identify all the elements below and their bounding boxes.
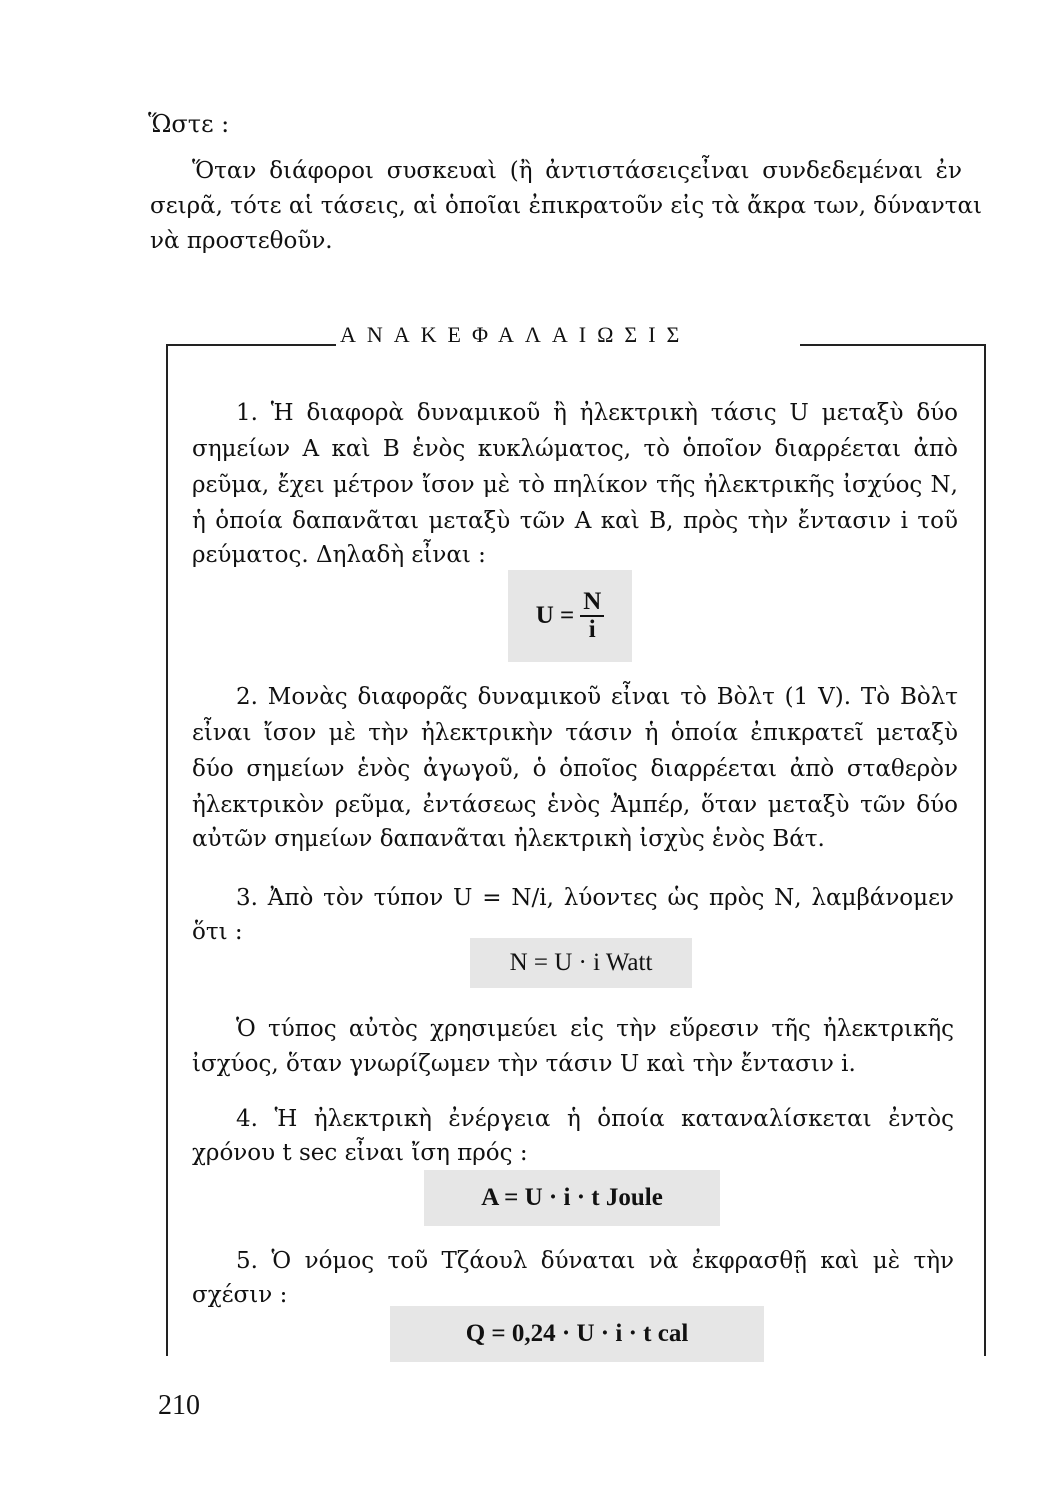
item3-line-2: ὅτι : xyxy=(192,919,243,945)
item2-line-5: αὐτῶν σημείων δαπανᾶται ἠλεκτρικὴ ἰσχὺς ἑνὸς Βάτ. xyxy=(192,826,825,852)
item1-line-5: ρεύματος. Δηλαδὴ εἶναι : xyxy=(192,542,486,568)
formula-joule-law: Q = 0,24 · U · i · t cal xyxy=(390,1306,764,1362)
formula-voltage-denominator: i xyxy=(588,616,596,643)
item3-after-line-1: Ὁ τύπος αὐτὸς χρησιμεύει εἰς τὴν εὕρεσιν τῆς ἠλεκτρικῆς xyxy=(236,1016,954,1042)
item1-line-4: ἡ ὁποία δαπανᾶται μεταξὺ τῶν Α καὶ Β, πρὸς τὴν ἔντασιν i τοῦ xyxy=(192,508,958,534)
formula-voltage-numerator: N xyxy=(580,589,604,617)
item1-line-3: ρεῦμα, ἔχει μέτρον ἴσον μὲ τὸ πηλίκον τῆς ἠλεκτρικῆς ἰσχύος Ν, xyxy=(192,472,958,498)
formula-voltage-lhs: U = xyxy=(535,602,575,629)
conclusion-line-2: σειρᾶ, τότε αἱ τάσεις, αἱ ὁποῖαι ἐπικρατοῦν εἰς τὰ ἄκρα των, δύνανται xyxy=(150,193,983,219)
intro-word: Ὥστε : xyxy=(148,110,230,138)
item4-line-1: 4. Ἡ ἠλεκτρικὴ ἐνέργεια ἡ ὁποία καταναλίσκεται ἐντὸς xyxy=(236,1106,954,1132)
formula-voltage xyxy=(508,570,632,662)
item2-line-2: εἶναι ἴσον μὲ τὴν ἠλεκτρικὴν τάσιν ἡ ὁποία ἐπικρατεῖ μεταξὺ xyxy=(192,720,958,746)
item3-after-line-2: ἰσχύος, ὅταν γνωρίζωμεν τὴν τάσιν U καὶ τὴν ἔντασιν i. xyxy=(192,1051,856,1077)
item2-line-4: ἠλεκτρικὸν ρεῦμα, ἐντάσεως ἑνὸς Ἀμπέρ, ὅταν μεταξὺ τῶν δύο xyxy=(192,792,958,818)
item2-line-3: δύο σημείων ἑνὸς ἀγωγοῦ, ὁ ὁποῖος διαρρέεται ἀπὸ σταθερὸν xyxy=(192,756,958,782)
item1-line-1: 1. Ἡ διαφορὰ δυναμικοῦ ἢ ἠλεκτρικὴ τάσις U μεταξὺ δύο xyxy=(236,400,958,426)
frame-top-right xyxy=(800,344,986,346)
formula-voltage-fraction xyxy=(580,589,604,644)
frame-top-left xyxy=(166,344,336,346)
summary-heading: ΑΝΑΚΕΦΑΛΑΙΩΣΙΣ xyxy=(340,322,691,347)
item5-line-1: 5. Ὁ νόμος τοῦ Τζάουλ δύναται νὰ ἐκφρασθῇ καὶ μὲ τὴν xyxy=(236,1248,954,1274)
item4-line-2: χρόνου t sec εἶναι ἴση πρός : xyxy=(192,1140,528,1166)
formula-energy: A = U · i · t Joule xyxy=(424,1170,720,1226)
frame-right xyxy=(984,344,986,1356)
item5-line-2: σχέσιν : xyxy=(192,1282,288,1308)
item3-line-1: 3. Ἀπὸ τὸν τύπον U = N/i, λύοντες ὡς πρὸς Ν, λαμβάνομεν xyxy=(236,885,954,911)
page-number: 210 xyxy=(158,1390,200,1421)
frame-left xyxy=(166,344,168,1356)
conclusion-line-3: νὰ προστεθοῦν. xyxy=(150,228,333,254)
formula-power: N = U · i Watt xyxy=(470,938,692,988)
item1-line-2: σημείων Α καὶ Β ἑνὸς κυκλώματος, τὸ ὁποῖον διαρρέεται ἀπὸ xyxy=(192,436,958,462)
conclusion-line-1: Ὅταν διάφοροι συσκευαὶ (ἢ ἀντιστάσειςεἶναι συνδεδεμέναι ἐν xyxy=(192,158,962,184)
item2-line-1: 2. Μονὰς διαφορᾶς δυναμικοῦ εἶναι τὸ Βὸλτ (1 V). Τὸ Βὸλτ xyxy=(236,684,958,710)
